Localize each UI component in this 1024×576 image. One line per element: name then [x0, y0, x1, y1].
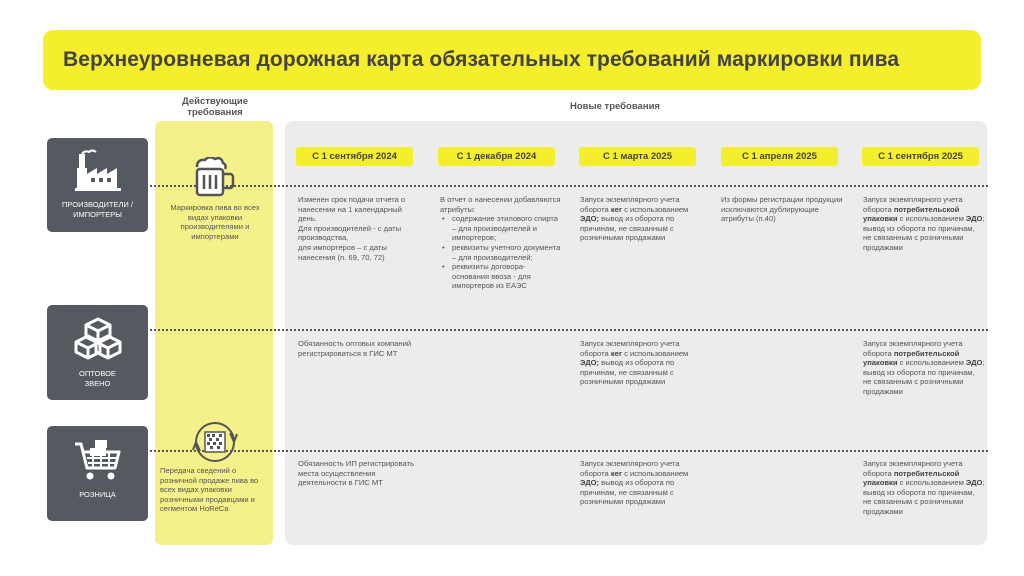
date-mar-2025: С 1 марта 2025: [579, 147, 696, 166]
producers-dec2024-intro: В отчет о нанесении добавляются атрибуты:: [440, 195, 561, 214]
date-dec-2024: С 1 декабря 2024: [438, 147, 555, 166]
keg-text-part: вывод из оборота по причинам, не связанным с розничными продажами: [580, 358, 675, 387]
keg-text-bold: кег: [610, 348, 622, 358]
producers-dec2024-cell: [440, 195, 562, 291]
consumer-text-part: Запуск экземплярного учета оборота: [863, 339, 963, 358]
consumer-text-part: с использованием: [897, 358, 966, 368]
date-apr-2025: С 1 апреля 2025: [721, 147, 838, 166]
wholesale-sep2024-cell: Обязанность оптовых компаний регистрироваться в ГИС МТ: [298, 339, 412, 358]
current-retail-text: Передача сведений о розничной продаже пива во всех видах упаковки розничными продавцами и сегментом HoReCa: [160, 466, 259, 514]
wholesale-mar2025-cell: [580, 339, 702, 387]
keg-text-bold: кег: [610, 204, 622, 214]
keg-text-bold: кег: [610, 468, 622, 478]
list-item: • реквизиты учетного документа – для производителей;: [452, 243, 562, 262]
wholesale-row-line: [150, 329, 988, 331]
retail-sep2025-cell: [863, 459, 985, 517]
wholesale-label-line2: ЗВЕНО: [84, 379, 111, 388]
consumer-text-part: Запуск экземплярного учета оборота: [863, 195, 963, 214]
retail-sep2024-cell: Обязанность ИП регистрировать места осуществления деятельности в ГИС МТ: [298, 459, 414, 488]
new-requirements-header: Новые требования: [570, 101, 660, 112]
boxes-icon: [73, 315, 123, 361]
consumer-text-part: ; вывод из оборота по причинам, не связанным с розничными продажами: [863, 478, 985, 516]
edo-text-bold: ЭДО;: [580, 214, 600, 224]
keg-text-part: с использованием: [622, 468, 689, 478]
shopping-cart-icon: [73, 438, 123, 484]
retail-row-line: [150, 450, 988, 452]
wholesale-box: [47, 305, 148, 400]
producers-sep2024-line1: Изменен срок подачи отчета о нанесении на 1 календарный день.: [298, 195, 406, 224]
edo-text-bold: ЭДО: [965, 214, 983, 224]
keg-text-part: вывод из оборота по причинам, не связанным с розничными продажами: [580, 478, 675, 507]
list-item: • содержание этилового спирта – для производителей и импортеров;: [452, 214, 562, 243]
keg-text-part: Запуск экземплярного учета оборота: [580, 339, 680, 358]
producers-dec2024-list: [440, 214, 562, 291]
keg-text-part: с использованием: [622, 348, 689, 358]
consumer-text-part: с использованием: [897, 478, 966, 488]
consumer-text-bold: потребительской упаковки: [863, 348, 960, 368]
consumer-text-part: Запуск экземплярного учета оборота: [863, 459, 963, 478]
consumer-text-part: ; вывод из оборота по причинам, не связанным с розничными продажами: [863, 214, 985, 252]
beer-mug-icon: [190, 157, 238, 197]
consumer-text-bold: потребительской упаковки: [863, 468, 960, 488]
wholesale-sep2025-cell: [863, 339, 985, 397]
producers-label: ПРОИЗВОДИТЕЛИ / ИМПОРТЕРЫ: [62, 200, 133, 219]
page-title: Верхнеуровневая дорожная карта обязательных требований маркировки пива: [63, 48, 900, 71]
retail-box: [47, 426, 148, 521]
keg-text-part: Запуск экземплярного учета оборота: [580, 195, 680, 214]
edo-text-bold: ЭДО: [965, 478, 983, 488]
keg-text-part: Запуск экземплярного учета оборота: [580, 459, 680, 478]
datamatrix-cycle-icon: [190, 418, 240, 466]
edo-text-bold: ЭДО;: [580, 358, 600, 368]
retail-label: РОЗНИЦА: [79, 490, 116, 499]
producers-sep2024-line2: Для производителей - с даты производства,: [298, 223, 402, 243]
producers-sep2025-cell: [863, 195, 985, 253]
title-bar: [43, 30, 981, 90]
producers-apr2025-cell: Из формы регистрации продукции исключаются дублирующие атрибуты (п.40): [721, 195, 843, 224]
wholesale-label-line1: ОПТОВОЕ: [79, 369, 116, 378]
edo-text-bold: ЭДО;: [580, 478, 600, 488]
current-producers-text: Маркировка пива во всех видах упаковки производителями и импортерами: [170, 203, 260, 241]
keg-text-part: вывод из оборота по причинам, не связанным с розничными продажами: [580, 214, 675, 243]
producers-row-line: [150, 185, 988, 187]
retail-mar2025-cell: [580, 459, 702, 507]
producers-sep2024-line3: для импортеров – с даты нанесения (п. 69, 70, 72): [298, 242, 387, 262]
consumer-text-part: с использованием: [897, 214, 966, 224]
factory-icon: [73, 148, 123, 194]
date-sep-2025: С 1 сентября 2025: [862, 147, 979, 166]
producers-sep2024-cell: [298, 195, 420, 262]
consumer-text-part: ; вывод из оборота по причинам, не связанным с розничными продажами: [863, 358, 985, 396]
edo-text-bold: ЭДО: [965, 358, 983, 368]
list-item: • реквизиты договора-основания ввоза - для импортеров из ЕАЭС: [452, 262, 562, 291]
producers-mar2025-cell: [580, 195, 702, 243]
date-sep-2024: С 1 сентября 2024: [296, 147, 413, 166]
current-requirements-header: Действующие требования: [181, 96, 249, 118]
producers-box: [47, 138, 148, 232]
keg-text-part: с использованием: [622, 204, 689, 214]
consumer-text-bold: потребительской упаковки: [863, 204, 960, 224]
